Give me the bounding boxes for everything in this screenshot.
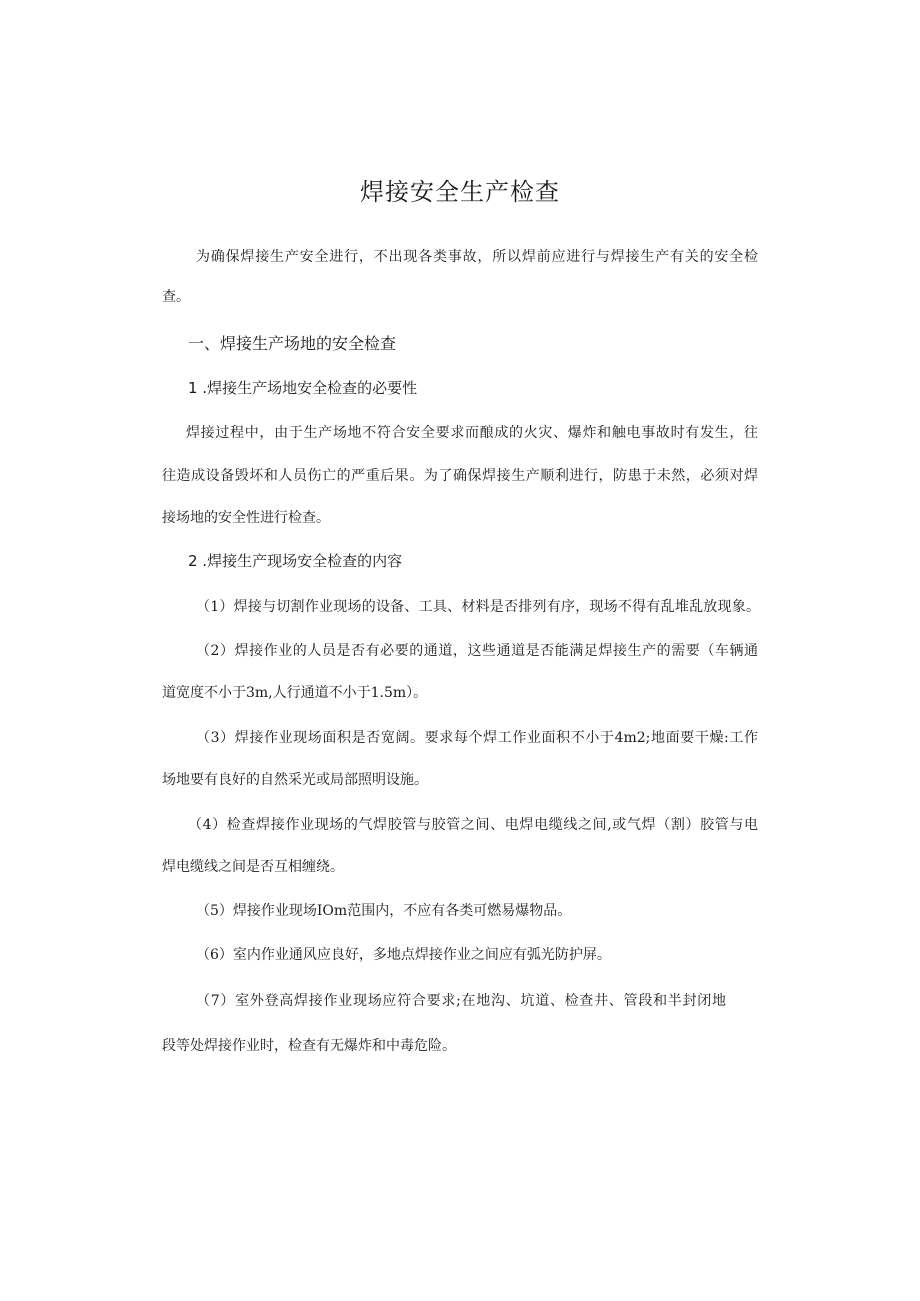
list-item-3-line-1: （3）焊接作业现场面积是否宽阔。要求每个焊工作业面积不小于4m2;地面要干燥:工作 — [196, 730, 758, 746]
list-item-6-line-1: （6）室内作业通风应良好，多地点焊接作业之间应有弧光防护屏。 — [196, 947, 611, 963]
subsection-1-heading: 1 .焊接生产场地安全检查的必要性 — [188, 379, 418, 397]
intro-line-2: 查。 — [162, 289, 190, 305]
list-item-3-line-2: 场地要有良好的自然采光或局部照明设施。 — [162, 772, 428, 788]
intro-line-1: 为确保焊接生产安全进行，不出现各类事故，所以焊前应进行与焊接生产有关的安全检 — [196, 249, 758, 265]
list-item-2-line-1: （2）焊接作业的人员是否有必要的通道，这些通道是否能满足焊接生产的需要（车辆通 — [196, 643, 758, 659]
document-title: 焊接安全生产检查 — [360, 178, 560, 206]
list-item-1-line-1: （1）焊接与切割作业现场的设备、工具、材料是否排列有序，现场不得有乱堆乱放现象。 — [196, 599, 760, 615]
section-heading: 一、焊接生产场地的安全检查 — [188, 334, 397, 353]
subsection-1-para-line-2: 往造成设备毁坏和人员伤亡的严重后果。为了确保焊接生产顺利进行，防患于未然，必须对焊 — [162, 468, 758, 484]
list-item-5-line-1: （5）焊接作业现场IOm范围内，不应有各类可燃易爆物品。 — [196, 903, 572, 919]
list-item-7-line-1: （7）室外登高焊接作业现场应符合要求;在地沟、坑道、检查井、管段和半封闭地 — [196, 993, 726, 1009]
subsection-2-heading: 2 .焊接生产现场安全检查的内容 — [188, 552, 403, 570]
subsection-1-para-line-1: 焊接过程中，由于生产场地不符合安全要求而酿成的火灾、爆炸和触电事故时有发生，往 — [186, 425, 758, 441]
list-item-4-line-2: 焊电缆线之间是否互相缠绕。 — [162, 859, 344, 875]
list-item-2-line-2: 道宽度不小于3m,人行通道不小于1.5m）。 — [162, 685, 428, 701]
list-item-4-line-1: （4）检查焊接作业现场的气焊胶管与胶管之间、电焊电缆线之间,或气焊（割）胶管与电 — [188, 817, 758, 833]
subsection-1-para-line-3: 接场地的安全性进行检查。 — [162, 510, 330, 526]
list-item-7-line-2: 段等处焊接作业时，检查有无爆炸和中毒危险。 — [162, 1038, 456, 1054]
